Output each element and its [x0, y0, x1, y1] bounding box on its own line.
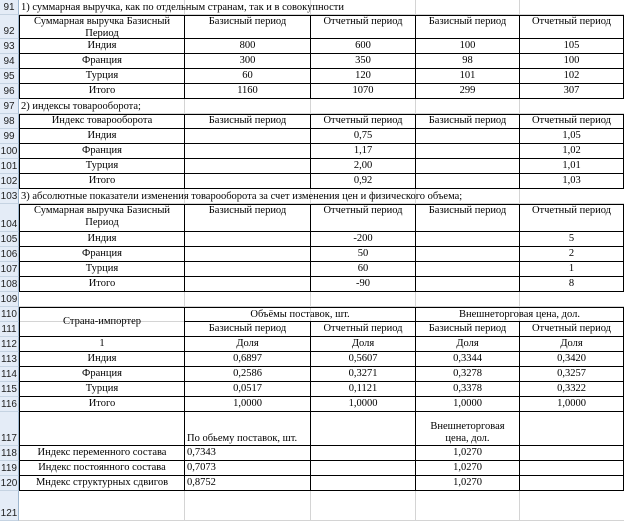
index-volume[interactable]: 0,7343 [185, 446, 311, 461]
country-header[interactable]: Страна-импортер [19, 307, 185, 337]
share-cell[interactable]: Индия [19, 352, 185, 367]
row-header[interactable]: 106 [0, 249, 18, 260]
row-header[interactable]: 117 [0, 412, 19, 446]
s1-cell[interactable]: 120 [311, 69, 416, 84]
s2-header-cell[interactable]: Базисный период [416, 114, 520, 129]
index-volume[interactable]: 0,8752 [185, 476, 311, 491]
period-header[interactable]: Базисный период [185, 322, 311, 337]
share-cell[interactable]: 1,0000 [311, 397, 416, 412]
row-header[interactable]: 108 [0, 279, 18, 290]
s2-cell[interactable] [185, 129, 311, 144]
s2-header-cell[interactable]: Отчетный период [520, 114, 624, 129]
index-price[interactable]: 1,0270 [416, 461, 520, 476]
index-name[interactable]: Индекс переменного состава [19, 446, 185, 461]
s2-cell[interactable]: Турция [19, 159, 185, 174]
section-title-3[interactable]: 3) абсолютные показатели изменения товарооборота за счет изменения цен и физического объема; [21, 190, 463, 202]
index-volume[interactable]: 0,7073 [185, 461, 311, 476]
s2-cell[interactable] [185, 174, 311, 189]
s1-cell[interactable]: 101 [416, 69, 520, 84]
s2-header-cell[interactable]: Базисный период [185, 114, 311, 129]
s3-cell[interactable]: Франция [19, 247, 185, 262]
index-header-blank[interactable] [520, 412, 624, 446]
share-cell[interactable]: Франция [19, 367, 185, 382]
s2-cell[interactable] [416, 159, 520, 174]
s2-cell[interactable]: 0,75 [311, 129, 416, 144]
s3-header-cell[interactable]: Отчетный период [520, 204, 624, 232]
row-header[interactable]: 118 [0, 446, 19, 461]
s1-cell[interactable]: 102 [520, 69, 624, 84]
section-title-2[interactable]: 2) индексы товарооборота; [21, 100, 141, 112]
period-header[interactable]: Отчетный период [520, 322, 624, 337]
row-header[interactable]: 104 [0, 204, 19, 232]
volumes-header[interactable]: Объёмы поставок, шт. [185, 307, 416, 322]
s1-cell[interactable]: 98 [416, 54, 520, 69]
s2-cell[interactable]: 1,01 [520, 159, 624, 174]
s3-cell[interactable]: Индия [19, 232, 185, 247]
row-header[interactable]: 97 [0, 99, 19, 114]
s2-cell[interactable]: 0,92 [311, 174, 416, 189]
section-title-1[interactable]: 1) суммарная выручка, как по отдельным странам, так и в совокупности [21, 1, 344, 13]
s3-header-cell[interactable]: Базисный период [185, 204, 311, 232]
row-header[interactable]: 107 [0, 264, 18, 275]
row-header[interactable]: 105 [0, 234, 18, 245]
s1-cell[interactable]: Франция [19, 54, 185, 69]
index-blank[interactable] [520, 476, 624, 491]
share-cell[interactable]: 0,3322 [520, 382, 624, 397]
s2-header-cell[interactable]: Отчетный период [311, 114, 416, 129]
s3-cell[interactable] [185, 277, 311, 292]
index-name[interactable]: Мндекс структурных сдвигов [19, 476, 185, 491]
index-blank[interactable] [520, 446, 624, 461]
share-header[interactable]: Доля [311, 337, 416, 352]
s2-cell[interactable]: 1,02 [520, 144, 624, 159]
index-header-price[interactable]: Внешнеторговая цена, дол. [416, 412, 520, 446]
s3-cell[interactable]: -200 [311, 232, 416, 247]
s1-cell[interactable]: 350 [311, 54, 416, 69]
s1-cell[interactable]: 800 [185, 39, 311, 54]
share-header[interactable]: Доля [520, 337, 624, 352]
s3-cell[interactable] [185, 262, 311, 277]
s1-cell[interactable]: 600 [311, 39, 416, 54]
row-header[interactable]: 113 [0, 352, 19, 367]
row-header[interactable]: 96 [0, 84, 19, 99]
row-header[interactable]: 92 [0, 15, 19, 39]
row-header[interactable]: 121 [0, 491, 19, 521]
s2-cell[interactable] [185, 144, 311, 159]
s1-header-cell[interactable]: Базисный период [416, 15, 520, 39]
row-header[interactable]: 109 [0, 294, 18, 305]
row-header[interactable]: 116 [0, 397, 19, 412]
row-header[interactable]: 103 [0, 191, 18, 202]
s1-cell[interactable]: Итого [19, 84, 185, 99]
index-price[interactable]: 1,0270 [416, 476, 520, 491]
row-header[interactable]: 110 [0, 307, 19, 322]
s2-cell[interactable]: Итого [19, 174, 185, 189]
row-header[interactable]: 101 [0, 161, 18, 172]
s1-cell[interactable]: 307 [520, 84, 624, 99]
s3-header-cell[interactable]: Отчетный период [311, 204, 416, 232]
s1-cell[interactable]: 300 [185, 54, 311, 69]
share-cell[interactable]: 1,0000 [520, 397, 624, 412]
s1-cell[interactable]: 1070 [311, 84, 416, 99]
index-header-volume[interactable]: По обьему поставок, шт. [185, 412, 311, 446]
s2-cell[interactable] [185, 159, 311, 174]
s3-cell[interactable]: 50 [311, 247, 416, 262]
share-cell[interactable]: 0,3344 [416, 352, 520, 367]
s3-cell[interactable]: 1 [520, 262, 624, 277]
index-header-blank[interactable] [311, 412, 416, 446]
share-cell[interactable]: Турция [19, 382, 185, 397]
share-header[interactable]: Доля [185, 337, 311, 352]
share-cell[interactable]: 0,3278 [416, 367, 520, 382]
row-header[interactable]: 100 [0, 146, 18, 157]
s3-cell[interactable]: 2 [520, 247, 624, 262]
share-header[interactable]: Доля [416, 337, 520, 352]
row-header[interactable]: 111 [0, 322, 19, 337]
s3-header-cell[interactable]: Суммарная выручка Базисный Период [19, 204, 185, 232]
share-cell[interactable]: 0,5607 [311, 352, 416, 367]
row-header[interactable]: 91 [0, 0, 19, 15]
share-cell[interactable]: 0,3378 [416, 382, 520, 397]
s2-cell[interactable]: 1,17 [311, 144, 416, 159]
share-cell[interactable]: 1,0000 [185, 397, 311, 412]
s2-cell[interactable]: 1,03 [520, 174, 624, 189]
s1-cell[interactable]: 100 [416, 39, 520, 54]
column-number[interactable]: 1 [19, 337, 185, 352]
s2-cell[interactable] [416, 174, 520, 189]
s3-cell[interactable]: Итого [19, 277, 185, 292]
s1-cell[interactable]: 299 [416, 84, 520, 99]
index-price[interactable]: 1,0270 [416, 446, 520, 461]
row-header[interactable]: 94 [0, 54, 19, 69]
s3-cell[interactable]: 60 [311, 262, 416, 277]
s3-cell[interactable] [416, 262, 520, 277]
share-cell[interactable]: 1,0000 [416, 397, 520, 412]
share-cell[interactable]: 0,3257 [520, 367, 624, 382]
row-header[interactable]: 115 [0, 382, 19, 397]
share-cell[interactable]: 0,6897 [185, 352, 311, 367]
s3-header-cell[interactable]: Базисный период [416, 204, 520, 232]
index-blank[interactable] [311, 461, 416, 476]
s2-cell[interactable] [416, 129, 520, 144]
index-blank[interactable] [311, 476, 416, 491]
s2-cell[interactable]: 2,00 [311, 159, 416, 174]
s1-cell[interactable]: 1160 [185, 84, 311, 99]
s1-header-cell[interactable]: Суммарная выручка Базисный Период [19, 15, 185, 39]
s1-header-cell[interactable]: Отчетный период [520, 15, 624, 39]
row-header[interactable]: 119 [0, 461, 19, 476]
row-header[interactable]: 102 [0, 176, 18, 187]
s1-cell[interactable]: 105 [520, 39, 624, 54]
period-header[interactable]: Отчетный период [311, 322, 416, 337]
row-header[interactable]: 120 [0, 478, 18, 489]
s3-cell[interactable]: 8 [520, 277, 624, 292]
s1-cell[interactable]: 60 [185, 69, 311, 84]
s3-cell[interactable] [185, 247, 311, 262]
s3-cell[interactable]: -90 [311, 277, 416, 292]
s2-cell[interactable]: Франция [19, 144, 185, 159]
s1-cell[interactable]: Турция [19, 69, 185, 84]
price-header[interactable]: Внешнеторговая цена, дол. [416, 307, 624, 322]
share-cell[interactable]: 0,3271 [311, 367, 416, 382]
index-blank[interactable] [311, 446, 416, 461]
row-header[interactable]: 93 [0, 39, 19, 54]
s3-cell[interactable] [416, 247, 520, 262]
s1-header-cell[interactable]: Отчетный период [311, 15, 416, 39]
s2-cell[interactable] [416, 144, 520, 159]
share-cell[interactable]: 0,2586 [185, 367, 311, 382]
s3-cell[interactable]: Турция [19, 262, 185, 277]
s2-cell[interactable]: Индия [19, 129, 185, 144]
share-cell[interactable]: Итого [19, 397, 185, 412]
s1-header-cell[interactable]: Базисный период [185, 15, 311, 39]
s2-cell[interactable]: 1,05 [520, 129, 624, 144]
row-header[interactable]: 112 [0, 337, 19, 352]
index-header-blank[interactable] [19, 412, 185, 446]
s3-cell[interactable] [185, 232, 311, 247]
s2-header-cell[interactable]: Индекс товарооборота [19, 114, 185, 129]
s1-cell[interactable]: 100 [520, 54, 624, 69]
s3-cell[interactable] [416, 232, 520, 247]
s3-cell[interactable]: 5 [520, 232, 624, 247]
share-cell[interactable]: 0,3420 [520, 352, 624, 367]
row-header[interactable]: 99 [0, 129, 19, 144]
period-header[interactable]: Базисный период [416, 322, 520, 337]
row-header[interactable]: 98 [0, 114, 19, 129]
share-cell[interactable]: 0,1121 [311, 382, 416, 397]
s3-cell[interactable] [416, 277, 520, 292]
share-cell[interactable]: 0,0517 [185, 382, 311, 397]
row-header[interactable]: 114 [0, 367, 19, 382]
s1-cell[interactable]: Индия [19, 39, 185, 54]
row-header[interactable]: 95 [0, 69, 19, 84]
index-name[interactable]: Индекс постоянного состава [19, 461, 185, 476]
index-blank[interactable] [520, 461, 624, 476]
